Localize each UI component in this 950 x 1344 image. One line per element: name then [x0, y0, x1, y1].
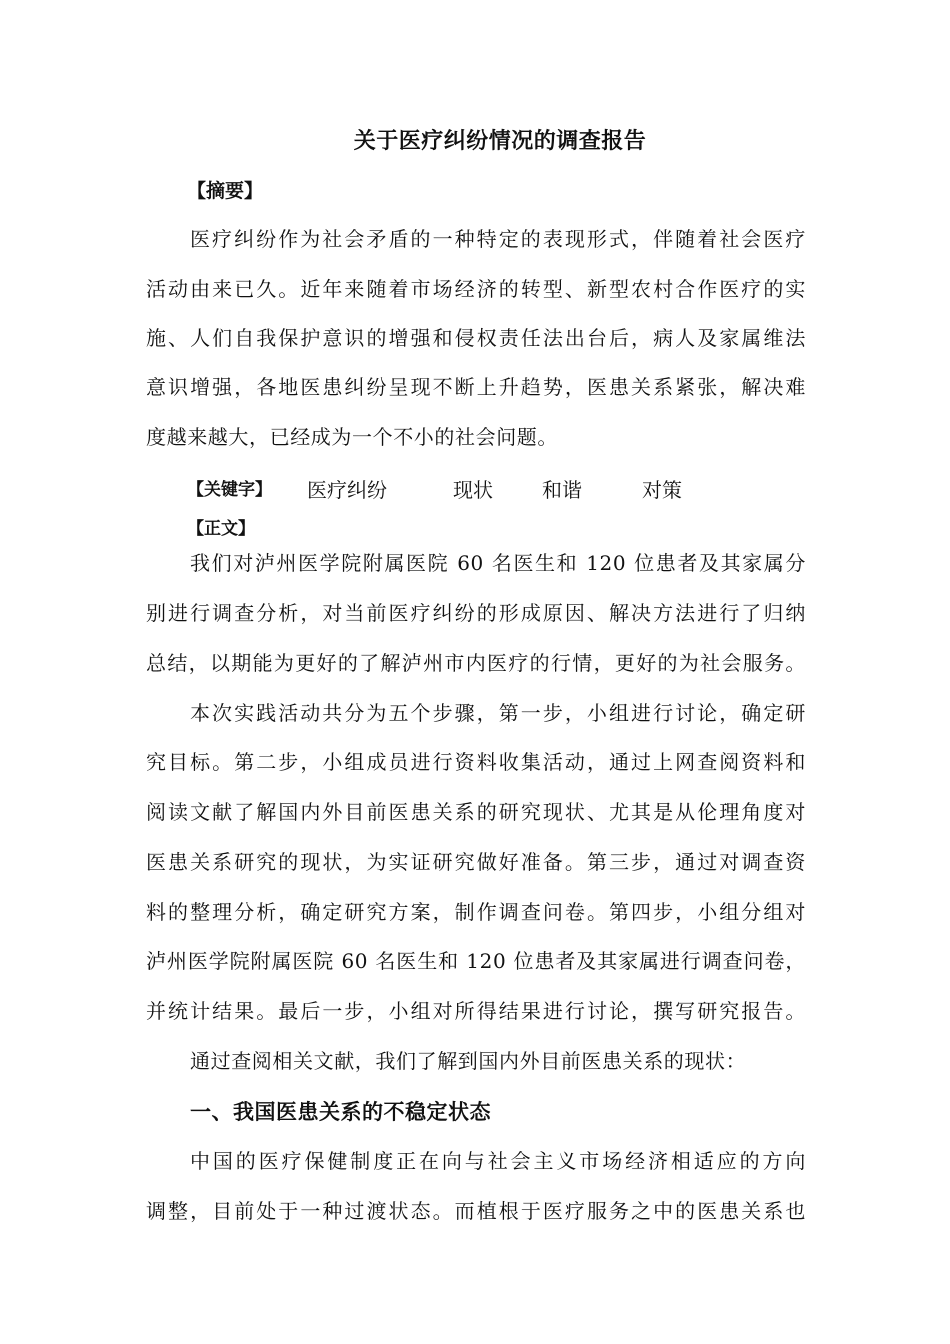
body-line: 别进行调查分析，对当前医疗纠纷的形成原因、解决方法进行了归纳	[146, 601, 806, 625]
document-title	[0, 124, 950, 155]
body-line: 调整，目前处于一种过渡状态。而植根于医疗服务之中的医患关系也	[146, 1199, 806, 1223]
body-line: 并统计结果。最后一步，小组对所得结果进行讨论，撰写研究报告。	[146, 999, 806, 1023]
body-line: 泸州医学院附属医院 60 名医生和 120 位患者及其家属进行调查问卷，	[146, 949, 806, 973]
abstract-line: 活动由来已久。近年来随着市场经济的转型、新型农村合作医疗的实	[146, 277, 806, 301]
abstract-line: 医疗纠纷作为社会矛盾的一种特定的表现形式，伴随着社会医疗	[190, 227, 806, 251]
body-line: 医患关系研究的现状，为实证研究做好准备。第三步，通过对调查资	[146, 850, 806, 874]
title-text: 关于医疗纠纷情况的调查报告	[353, 129, 647, 154]
body-line: 阅读文献了解国内外目前医患关系的研究现状、尤其是从伦理角度对	[146, 800, 806, 824]
abstract-line: 意识增强，各地医患纠纷呈现不断上升趋势，医患关系紧张，解决难	[146, 375, 806, 399]
keyword: 和谐	[542, 478, 582, 502]
body-line: 我们对泸州医学院附属医院 60 名医生和 120 位患者及其家属分	[190, 551, 806, 575]
keyword: 医疗纠纷	[307, 478, 387, 502]
body-line: 本次实践活动共分为五个步骤，第一步，小组进行讨论，确定研	[190, 701, 806, 725]
body-heading: 【正文】	[187, 519, 255, 539]
abstract-heading: 【摘要】	[187, 180, 264, 202]
keyword: 对策	[642, 478, 682, 502]
body-line: 究目标。第二步，小组成员进行资料收集活动，通过上网查阅资料和	[146, 750, 806, 774]
abstract-line: 度越来越大，已经成为一个不小的社会问题。	[146, 425, 558, 449]
keywords-row	[187, 476, 682, 504]
body-line: 总结，以期能为更好的了解泸州市内医疗的行情，更好的为社会服务。	[146, 651, 806, 675]
body-line: 中国的医疗保健制度正在向与社会主义市场经济相适应的方向	[190, 1149, 806, 1173]
body-line: 通过查阅相关文献，我们了解到国内外目前医患关系的现状：	[190, 1049, 747, 1073]
section-heading: 一、我国医患关系的不稳定状态	[190, 1100, 491, 1124]
keyword: 现状	[453, 478, 493, 502]
body-line: 料的整理分析，确定研究方案，制作调查问卷。第四步，小组分组对	[146, 900, 806, 924]
keywords-label: 【关键字】	[187, 480, 272, 500]
abstract-line: 施、人们自我保护意识的增强和侵权责任法出台后，病人及家属维法	[146, 326, 806, 350]
